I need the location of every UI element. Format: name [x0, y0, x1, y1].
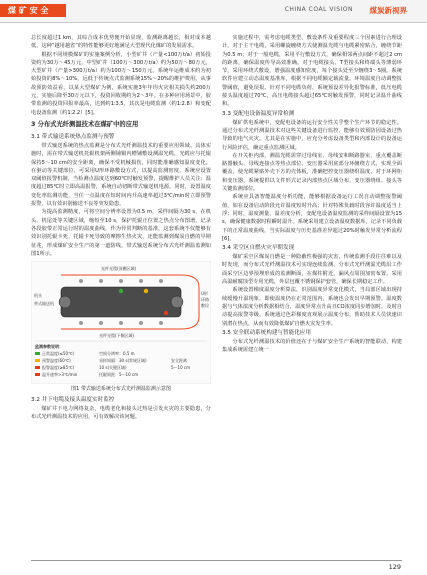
legend-right: 安全距离: [171, 358, 187, 364]
subsection-heading: 3.3 变配电设备温度异常检测: [222, 110, 295, 117]
journal-name-en: CHINA COAL VISION: [284, 6, 353, 13]
paragraph: 在开关柜内部，测温光缆需穿过母线室、母线安和断路器室，重点覆盖断路器触头、母线连接点等热点部位。变压器采用底部分环缠绕方式，实现全面覆盖，使光缆紧贴外壳下方的壳体板，准确把控变压器绕组温度，对于环网柜和变压器，系统提供以文件形式记录内部热点区域分布，变压器绕组、接头等关键监测部位。: [222, 152, 402, 193]
tail-pulley: [171, 296, 183, 308]
subsection-heading: 3.1 带式输送系统热点监测与预警: [31, 133, 115, 140]
left-column: [31, 34, 211, 422]
u-loop-label-1: U形: [201, 291, 208, 297]
legend-right: 5～10 cm: [171, 365, 191, 371]
page-header: [0, 0, 427, 23]
journal-name-cn: 煤炭新视界: [369, 6, 407, 15]
bottom-cable-label: 光纤光缆(下侧区域): [99, 333, 135, 339]
idler-roller: [79, 321, 83, 325]
diagram-svg: [31, 261, 211, 384]
paragraph: 煤矿供电系统中，变配电设备的运行安全性关乎整个生产环节的稳定性。通过分布式光纤测温技术对这些关键设备进行监控，能够有效预防因设备过热导致的电气火灾。尤其是在实施中，应充分考虑设备类型和内部设计的设备运行风险评估，确定重点监测区域。: [222, 119, 402, 151]
legend-item: 预警温度(60℃): [42, 358, 71, 364]
u-loop-label-2: 环路: [201, 297, 209, 303]
legend-swatch-normal: [35, 352, 40, 355]
paragraph: 实施过程中，需考虑电缆类型，敷设条件及重要程度三个因素进行合理设计。对于主干电缆，采用螺旋缠绕方式使测温光缆与电缆紧密贴合，缠绕节距为0.5 m；对于一般电缆，采用平行敷设方式，确保相邻两点间距不超过2 cm的距离，确保温度传导高效准确。对于电缆接头、T型接头和终端头等薄弱环节，采用环绕式敷设，增强温度感知密度，每个接头处至少缠绕3～5圈。系统软件应建立动态温度基准库，根据不同电缆额定载流量，环境温度自动调整报警阈值，避免误报。针对不同电缆负荷，系统预设差异化报警标准，低压电缆接头温度超过70℃，高压电缆接头超过65℃时触发预警，同时记录温升曲线和。: [222, 35, 402, 108]
head-pulley: [59, 296, 71, 308]
idler-roller: [99, 321, 103, 325]
legend-note: 托辊间距：5～10 cm: [99, 372, 139, 378]
conveyor-label: 带式输送机: [34, 301, 54, 307]
right-column: [222, 34, 402, 354]
legend-item: 正常温度(≤50℃): [42, 351, 75, 357]
idler-roller: [139, 321, 143, 325]
paragraph: 为提高监测精度，可将空间分辨率设置为0.5 m，采样间隔为30 s，在机头、机尾处等关键区域，缩短至10 s，保护托辊正位置之热点分布图谱，记录各段胶带正常运行时的温度曲线，作为异常判断的基准。这套系统不仅能够有效识别托辊卡死、托辊卡死导致的摩擦生热火灾，还能监测到煤炭自燃的早期征兆，形成煤矿安全生产的第一道防线。带式输送系统分布式光纤测温监测如图1所示。: [31, 209, 211, 257]
page-number: 129: [388, 563, 401, 571]
normal-temp-marker: [119, 289, 123, 293]
legend-swatch-rate: [35, 373, 40, 376]
idler-roller: [119, 279, 123, 283]
subsection-heading: 3.5 安全联动系统构建与智能化应用: [222, 329, 311, 336]
section-tag: 煤 矿 安 全: [0, 4, 66, 17]
paragraph: 系统设置梯度温度分析算法，识别温度异常变化模式，当局部区域出现持续缓慢升温现象，即使温度仍在正常范围内，系统也会发出早期预警。温度数据与气体浓度分析数据相结合，温度异常点升高且CO浓度同步增加时，及时自动提高报警等级，系统通过色彩梯度直观展示温度分布，帮助技术人员快速识别潜在热点，从而有效降低煤矿自燃火灾发生率。: [222, 287, 402, 327]
idler-roller: [119, 321, 123, 325]
warning-temp-marker: [144, 289, 148, 293]
legend-swatch-alarm: [35, 366, 40, 369]
conveyor-fiber-diagram: [31, 261, 211, 384]
idler-roller: [99, 279, 103, 283]
idler-roller: [79, 279, 83, 283]
alarm-temp-marker: [164, 311, 168, 315]
legend-param: 10 s(关键区域): [99, 365, 127, 371]
head-label: 机头: [34, 293, 42, 299]
idler-roller: [159, 321, 163, 325]
top-cable-label: 光纤光缆(顶棚区域): [101, 266, 137, 272]
figure-caption: 图1 带式输送系统分布式光纤测温监测示意图: [71, 386, 171, 393]
legend-param: 采样间隔：30 s(常规区域): [99, 358, 147, 364]
paragraph: 总长度超过1 km，其综合成本优势便开始显现，监测距离越长，相对成本越低，这种“越用越省”的特性能够更好地满足大型现代化煤矿的发展需求。: [31, 35, 211, 50]
paragraph: 分布式光纤测温技术的价值还在于与煤矿安全生产系统的智能联动，构建集成系统需建立统一: [222, 338, 402, 354]
subsection-heading: 3.4 采空区自燃火灾早期发现: [222, 245, 295, 252]
legend-item: 报警温度(≥85℃): [42, 365, 75, 371]
legend-param: 空间分辨率：0.5 m: [99, 351, 135, 357]
paragraph: 煤矿采空区煤炭自燃是一种隐蔽性极强的灾害，传统监测手段往往难以及时发现，而分布式光纤测温技术可实现连续监测，分布式光纤测温光缆沿工作面采空区边界预埋形成的监测断面，在煤柱附近，漏风点周围加密布置，采用高温耐腐蚀型专用光缆，外层包覆不锈钢保护套管，确保长期稳定工作。: [222, 254, 402, 286]
legend-swatch-warning: [35, 359, 40, 362]
paragraph: 带式输送系统的热点监测是分布式光纤测温技术的重要应用领域。具体实施时，需在带式输送机托辊机架两侧铺铜内槽铺敷设测温光缆，光缆应与托辊保持5～10 cm的安全距离，确保不受机械损伤，同时能准确感知温度变化。在驱动等关键部位，可采用U形环路敷设方式，以提高监测密度。系统应设置双阈值报警机制，当检测点温度达到60℃时触发预警，提醒维护人员关注；温度超过85℃时立即高温报警，系统自动切断带式输送机电源。同时，设置温度变化率监测功能，当任一点温度在短时间内升高速率超过3℃/min时立即预警报警，以有效识别输送不良等突发隐患。: [31, 142, 211, 208]
paragraph: 系统应具备智能温度分析功能，能够根据设备运行工况自动调整报警阈值，如在设备启动阶段允许温度短时升高；针对特殊负载时段容许温度适当上浮；同时，温度测量，温差度分析，变配电设备温度监测的采样间隔设置为15 s，确保健康数据时程瞬时温升。系统采用建立设备温度数据库，记录不同负载下的正常温度曲线，当实际温度与历史基准差异超过20%时触发异常分析流程[6]。: [222, 194, 402, 242]
idler-roller: [159, 279, 163, 283]
paragraph: 煤矿井下电力网络复杂，电缆老化和接头过热是引发火灾的主要隐患，分布式光纤测温技术的应用，可有效解决该问题。: [31, 406, 211, 421]
legend-item: 温升速率>3℃/min: [42, 372, 78, 378]
subsection-heading: 3.2 井下电缆及接头温度实时监控: [31, 397, 115, 404]
legend-title: 监测参数说明：: [35, 344, 63, 350]
u-loop-label-3: 敷设: [201, 303, 209, 309]
footer-rule: [31, 560, 402, 561]
section-heading: 3 分布式光纤测温技术在煤矿中的应用: [31, 120, 139, 128]
idler-roller: [139, 279, 143, 283]
paragraph: 根据不同规模煤矿的实施案例分析，小型矿井（产量<100万t/a）初始投资约为30万～45万元，中型矿井（100万～300万t/a）约为50万～80万元，大型矿井（产量>300万t/a）约为100万～150万元。系统年运维成本约为初始投资的8%～10%，远低于传统点式监测系统15%～20%的维护费用。从事故预防效益看，以某大型煤矿为例，系统实施3年年均火灾相关损失约200万元，实施后降至30万元以下，投资回收期约为2～3年。在多种应用场景中，胶带监测的投资回报率最高，达到约1∶3.5，其次是电缆监测（约1∶2.8）和变配电设备监测（约1∶2.2）[5]。: [31, 51, 211, 116]
